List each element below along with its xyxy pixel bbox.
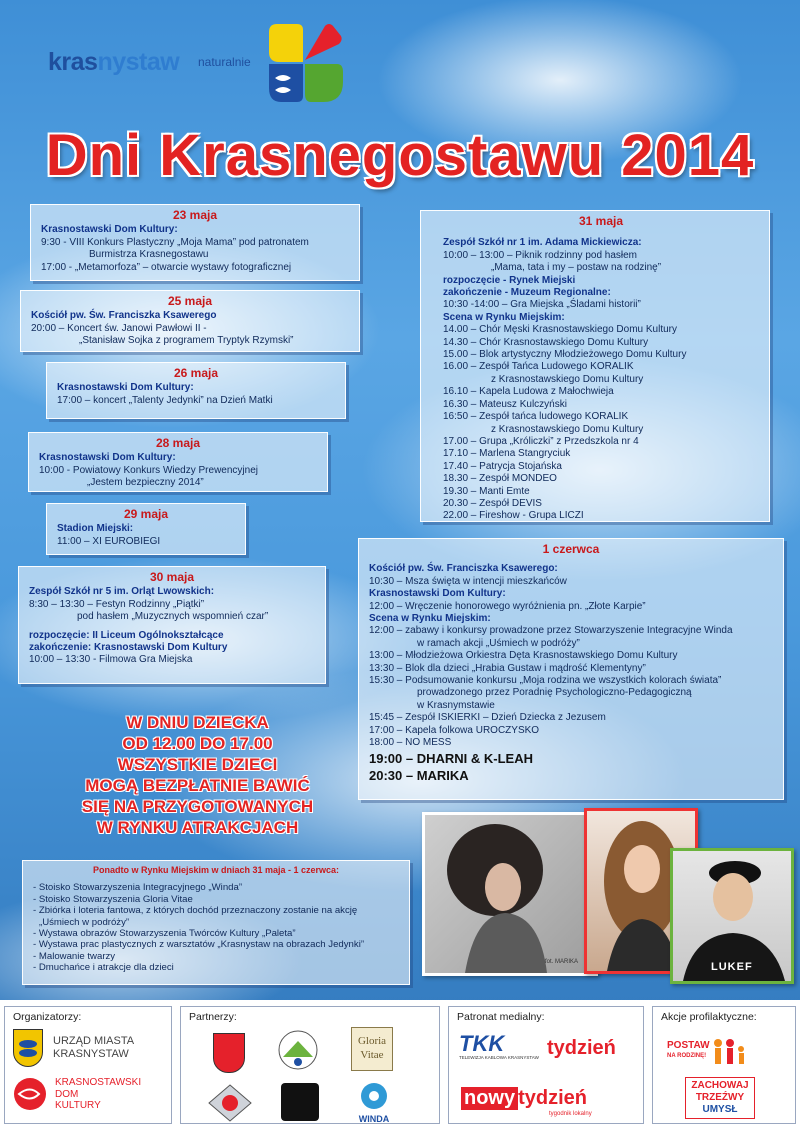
venue: rozpoczęcie - Rynek Miejski <box>443 274 576 286</box>
children-day-notice <box>60 712 335 838</box>
prevention-label: Akcje profilaktyczne: <box>661 1011 757 1023</box>
event-line: 10:30 -14:00 – Gra Miejska „Śladami historii” <box>443 299 641 311</box>
logo-tagline: naturalnie <box>198 55 251 69</box>
event-line: z Krasnostawskiego Domu Kultury <box>491 373 644 385</box>
logo-subtext: TELEWIZJA KABLOWA KRASNYSTAW <box>459 1055 539 1060</box>
event-line: 20:00 – Koncert św. Janowi Pawłowi II - <box>31 322 207 334</box>
venue: Scena w Rynku Miejskim: <box>369 613 491 625</box>
notice-line: OD 12.00 DO 17.00 <box>122 734 273 753</box>
list-item: - Wystawa prac plastycznych z warsztatów „Krasnystaw na obrazach Jedynki” <box>33 939 365 951</box>
list-item: - Wystawa obrazów Stowarzyszenia Twórców Kultury „Paleta” <box>33 928 296 940</box>
venue: zakończenie - Muzeum Regionalne: <box>443 287 611 299</box>
event-line: 15:45 – Zespół ISKIERKI – Dzień Dziecka z Jezusem <box>369 712 606 724</box>
org-name-line: KRASNYSTAW <box>53 1048 129 1060</box>
day-date: 29 maja <box>123 507 169 521</box>
event-line: 15:30 – Podsumowanie konkursu „Moja rodzina we wszystkich kolorach świata” <box>369 675 722 687</box>
logo-emblem-icon <box>263 22 343 104</box>
event-line: 12:00 – Wręczenie honorowego wyróżnienia pn. „Złote Karpie” <box>369 600 646 612</box>
day-31-box <box>420 210 770 522</box>
event-line: 9:30 - VIII Konkurs Plastyczny „Moja Mama” pod patronatem <box>41 236 309 248</box>
family-icon <box>710 1037 750 1065</box>
event-line: 14.30 – Chór Krasnostawskiego Domu Kultury <box>443 336 649 348</box>
extra-title: Ponadto w Rynku Miejskim w dniach 31 maja - 1 czerwca: <box>92 865 340 875</box>
logo-text: TKK <box>459 1031 505 1056</box>
event-line: 16.30 – Mateusz Kulczyński <box>443 398 567 410</box>
event-line: 8:30 – 13:30 – Festyn Rodzinny „Piątki” <box>29 598 205 610</box>
partner-dark-logo-icon <box>281 1083 319 1121</box>
event-line: 18:00 – NO MESS <box>369 737 452 749</box>
logo-text: tydzień <box>518 1087 588 1109</box>
event-line: „Jestem bezpieczny 2014” <box>87 477 204 489</box>
partners-section <box>180 1006 440 1124</box>
event-line: 15.00 – Blok artystyczny Młodzieżowego Domu Kultury <box>443 349 687 361</box>
event-line: 17.00 – Grupa „Króliczki” z Przedszkola nr 4 <box>443 435 639 447</box>
day-date: 26 maja <box>173 366 219 380</box>
partners-label: Partnerzy: <box>189 1011 237 1023</box>
event-line: 12:00 – zabawy i konkursy prowadzone przez Stowarzyszenie Integracyjne Winda <box>369 625 733 637</box>
event-line: 13:00 – Młodzieżowa Orkiestra Dęta Krasnostawskiego Domu Kultury <box>369 650 678 662</box>
org-name-line: KULTURY <box>55 1100 101 1111</box>
day-date: 30 maja <box>149 570 195 584</box>
event-line: 16.00 – Zespół Tańca Ludowego KORALIK <box>443 361 634 373</box>
event-line: 17:00 - „Metamorfoza” – otwarcie wystawy fotograficznej <box>41 261 292 273</box>
venue: Kościół pw. Św. Franciszka Ksawerego: <box>369 563 558 575</box>
event-line: 14.00 – Chór Męski Krasnostawskiego Domu Kultury <box>443 324 677 336</box>
logo-text: NA RODZINĘ! <box>667 1053 707 1059</box>
event-line: 19.30 – Manti Emte <box>443 485 530 497</box>
logo-text: WINDA <box>358 1114 390 1124</box>
venue: Kościół pw. Św. Franciszka Ksawerego <box>31 310 217 322</box>
headliner-line: 19:00 – DHARNI & K-LEAH <box>369 750 533 766</box>
event-line: 17.40 – Patrycja Stojańska <box>443 460 562 472</box>
zachowaj-trzezwy-umysl-logo <box>685 1077 755 1119</box>
day-25-box <box>20 290 360 352</box>
postaw-na-rodzine-logo <box>667 1037 750 1065</box>
event-line: 16.10 – Kapela Ludowa z Małochwieja <box>443 386 614 398</box>
fire-service-emblem-icon <box>207 1083 253 1123</box>
logo-text: nowy <box>461 1087 518 1110</box>
list-item: „Uśmiech w podróży” <box>39 916 130 928</box>
event-line: 10:00 - Powiatowy Konkurs Wiedzy Prewencyjnej <box>39 464 258 476</box>
logo-text: ZACHOWAJ <box>691 1080 749 1091</box>
org-name-line: KRASNOSTAWSKI <box>55 1077 142 1088</box>
notice-line: MOGĄ BEZPŁATNIE BAWIĆ <box>85 776 310 795</box>
event-line: 22.00 – Fireshow - Grupa LICZI <box>443 510 584 522</box>
venue: Zespół Szkół nr 1 im. Adama Mickiewicza: <box>443 237 642 249</box>
media-label: Patronat medialny: <box>457 1011 545 1023</box>
day-23-box <box>30 204 360 281</box>
krasnystaw-logo <box>48 22 348 108</box>
event-line: 18.30 – Zespół MONDEO <box>443 473 557 485</box>
org-cultural-centre <box>13 1077 163 1112</box>
event-line: w ramach akcji „Uśmiech w podróży” <box>417 637 580 649</box>
gloria-vitae-logo <box>351 1027 393 1071</box>
photo-singer-3 <box>670 848 794 984</box>
photo-credit: fot. MARIKA <box>545 959 579 965</box>
org-name-line: URZĄD MIASTA <box>53 1035 135 1047</box>
day-1-june-box <box>358 538 784 800</box>
list-item: - Stoisko Stowarzyszenia Gloria Vitae <box>33 893 193 905</box>
org-town-hall <box>13 1029 163 1067</box>
event-line: „Mama, tata i my – postaw na rodzinę” <box>491 262 662 274</box>
partner-badge-icon <box>277 1029 319 1071</box>
event-line: 20.30 – Zespół DEVIS <box>443 497 542 509</box>
day-date: 23 maja <box>172 208 218 222</box>
day-28-box <box>28 432 328 492</box>
tydzien-logo: tydzień <box>547 1037 616 1059</box>
event-line: 10:00 – 13:00 – Piknik rodzinny pod hasłem <box>443 249 638 261</box>
event-line: 16:50 – Zespół tańca ludowego KORALIK <box>443 411 629 423</box>
event-line: 17.10 – Marlena Stangryciuk <box>443 448 571 460</box>
logo-text: Gloria <box>357 1035 387 1047</box>
venue: zakończenie: Krasnostawski Dom Kultury <box>29 642 228 654</box>
notice-line: SIĘ NA PRZYGOTOWANYCH <box>81 797 314 816</box>
day-30-box <box>18 566 326 684</box>
list-item: - Dmuchańce i atrakcje dla dzieci <box>33 962 174 974</box>
logo-text: TRZEŹWY <box>695 1092 745 1103</box>
footer <box>0 1000 800 1131</box>
county-crest-icon <box>213 1033 245 1073</box>
list-item: - Stoisko Stowarzyszenia Integracyjnego „Winda” <box>33 882 243 894</box>
org-name-line: DOM <box>55 1088 79 1100</box>
event-line: prowadzonego przez Poradnię Psychologiczno-Pedagogiczną <box>417 687 692 699</box>
venue: Krasnostawski Dom Kultury: <box>41 224 178 236</box>
event-line: z Krasnostawskiego Domu Kultury <box>491 423 644 435</box>
logo-subtext: tygodnik lokalny <box>549 1111 592 1117</box>
event-line: „Stanisław Sojka z programem Tryptyk Rzymski” <box>79 335 294 347</box>
event-line: 13:30 – Blok dla dzieci „Hrabia Gustaw i mądrość Klementyny” <box>369 662 646 674</box>
shirt-print: LUKEF <box>711 961 753 973</box>
event-line: 10:00 – 13:30 - Filmowa Gra Miejska <box>29 654 193 666</box>
nowy-tydzien-logo <box>461 1087 587 1110</box>
venue: Stadion Miejski: <box>57 523 134 535</box>
notice-line: W DNIU DZIECKA <box>126 713 269 732</box>
page-title: Dni Krasnegostawu 2014 <box>45 123 755 188</box>
event-line: 17:00 – koncert „Talenty Jedynki” na Dzień Matki <box>57 394 273 406</box>
event-line: Burmistrza Krasnegostawu <box>89 249 209 261</box>
logo-text: Vitae <box>360 1049 384 1061</box>
venue: rozpoczęcie: II Liceum Ogólnokształcące <box>29 629 224 641</box>
list-item: - Zbiórka i loteria fantowa, z których dochód przeznaczony zostanie na akcję <box>33 905 358 917</box>
organizers-section <box>4 1006 172 1124</box>
logo-text: UMYSŁ <box>702 1104 738 1115</box>
winda-logo <box>351 1081 397 1123</box>
notice-line: WSZYSTKIE DZIECI <box>117 755 278 774</box>
headliner-line: 20:30 – MARIKA <box>369 767 469 783</box>
event-line: w Krasnymstawie <box>417 699 495 711</box>
logo-wordmark: krasnystaw <box>48 48 180 76</box>
notice-line: W RYNKU ATRAKCJACH <box>96 818 299 837</box>
day-date: 31 maja <box>578 214 624 228</box>
event-line: 17:00 – Kapela folkowa UROCZYSKO <box>369 724 540 736</box>
photo-marika <box>422 812 598 976</box>
woman-portrait-image <box>425 815 595 973</box>
event-line: 11:00 – XI EUROBIEGI <box>57 535 161 547</box>
venue: Zespół Szkół nr 5 im. Orląt Lwowskich: <box>29 586 215 598</box>
venue: Krasnostawski Dom Kultury: <box>369 588 506 600</box>
venue: Krasnostawski Dom Kultury: <box>57 382 194 394</box>
kdk-fish-icon <box>13 1077 47 1111</box>
logo-text: POSTAW <box>667 1040 710 1051</box>
tkk-logo <box>459 1033 539 1060</box>
media-patrons-section <box>448 1006 644 1124</box>
venue: Krasnostawski Dom Kultury: <box>39 452 176 464</box>
day-date: 25 maja <box>167 294 213 308</box>
organizers-label: Organizatorzy: <box>13 1011 82 1023</box>
day-29-box <box>46 503 246 555</box>
town-crest-icon <box>13 1029 43 1067</box>
day-26-box <box>46 362 346 419</box>
prevention-section <box>652 1006 796 1124</box>
event-line: 10:30 – Msza święta w intencji mieszkańców <box>369 575 567 587</box>
event-line: pod hasłem „Muzycznych wspomnień czar” <box>77 611 269 623</box>
list-item: - Malowanie twarzy <box>33 950 116 962</box>
day-date: 1 czerwca <box>542 542 600 556</box>
venue: Scena w Rynku Miejskim: <box>443 311 565 323</box>
day-date: 28 maja <box>155 436 201 450</box>
extra-attractions-box <box>22 860 410 985</box>
